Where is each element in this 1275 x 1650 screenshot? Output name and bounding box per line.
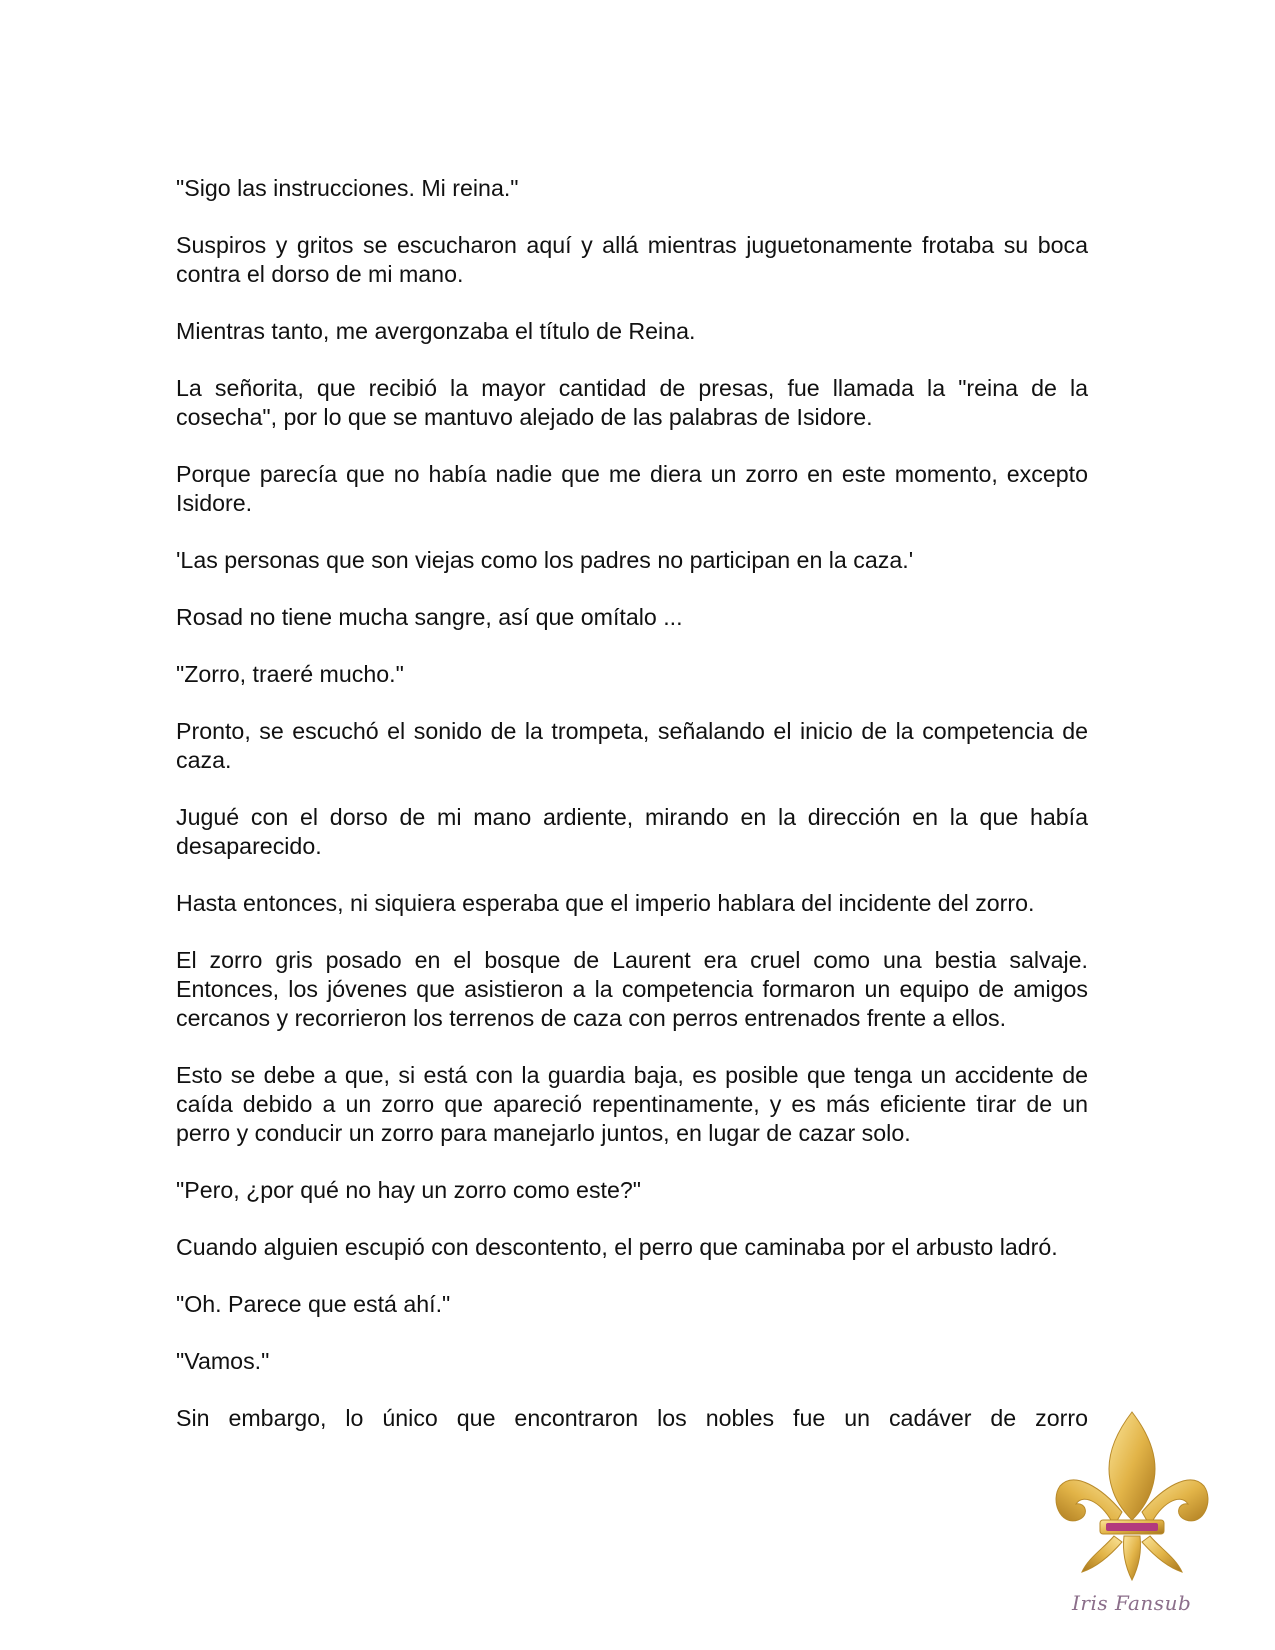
paragraph: "Sigo las instrucciones. Mi reina." [176, 175, 519, 201]
paragraph: Mientras tanto, me avergonzaba el título de Reina. [176, 318, 696, 344]
paragraph: Porque parecía que no había nadie que me diera un zorro en este momento, excepto Isidore. [176, 461, 1088, 516]
paragraph: 'Las personas que son viejas como los padres no participan en la caza.' [176, 547, 914, 573]
watermark-text: Iris Fansub [1072, 1591, 1192, 1615]
paragraph: "Oh. Parece que está ahí." [176, 1291, 451, 1317]
paragraph: Esto se debe a que, si está con la guardia baja, es posible que tenga un accidente de caída debido a un zorro que apareció repentinamente, y es más eficiente tirar de un perro y conducir un zorro para manejarlo juntos, en lugar de cazar solo. [176, 1062, 1088, 1146]
paragraph: Rosad no tiene mucha sangre, así que omítalo ... [176, 604, 683, 630]
paragraph: La señorita, que recibió la mayor cantidad de presas, fue llamada la "reina de la cosecha", por lo que se mantuvo alejado de las palabras de Isidore. [176, 375, 1088, 430]
paragraph: El zorro gris posado en el bosque de Laurent era cruel como una bestia salvaje. Entonces, los jóvenes que asistieron a la competencia formaron un equipo de amigos cercanos y recorrieron los terrenos de caza con perros entrenados frente a ellos. [176, 947, 1088, 1031]
paragraph: Cuando alguien escupió con descontento, el perro que caminaba por el arbusto ladró. [176, 1234, 1058, 1260]
paragraph: Pronto, se escuchó el sonido de la trompeta, señalando el inicio de la competencia de caza. [176, 718, 1088, 773]
paragraph: Jugué con el dorso de mi mano ardiente, mirando en la dirección en la que había desaparecido. [176, 804, 1088, 859]
paragraph: "Vamos." [176, 1348, 270, 1374]
paragraph: Suspiros y gritos se escucharon aquí y allá mientras juguetonamente frotaba su boca contra el dorso de mi mano. [176, 232, 1088, 287]
document-body [176, 174, 1088, 1433]
paragraph: "Zorro, traeré mucho." [176, 661, 404, 687]
paragraph: Sin embargo, lo único que encontraron los nobles fue un cadáver de zorro [176, 1405, 1088, 1431]
paragraph: Hasta entonces, ni siquiera esperaba que el imperio hablara del incidente del zorro. [176, 890, 1035, 916]
paragraph: "Pero, ¿por qué no hay un zorro como este?" [176, 1177, 642, 1203]
